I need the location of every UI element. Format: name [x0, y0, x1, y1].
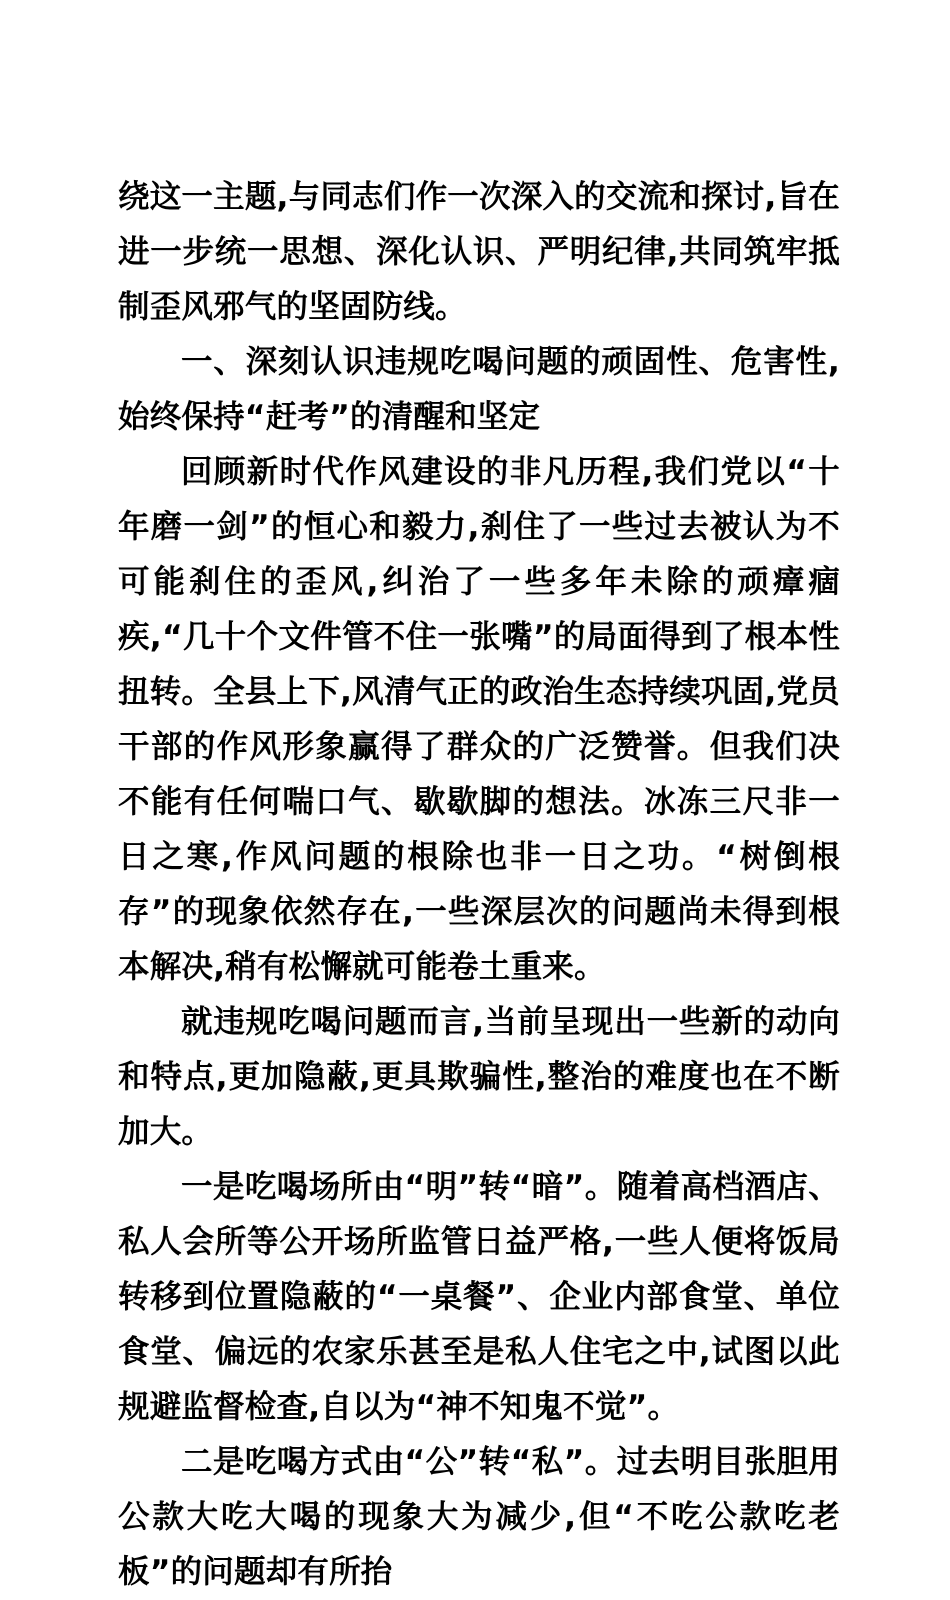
paragraph-point-two: 二是吃喝方式由“公”转“私”。过去明目张胆用公款大吃大喝的现象大为减少,但“不吃公款吃老板”的问题却有所抬: [118, 1444, 840, 1590]
document-body: [118, 170, 840, 1600]
paragraph-review: 回顾新时代作风建设的非凡历程,我们党以“十年磨一剑”的恒心和毅力,刹住了一些过去被认为不可能刹住的歪风,纠治了一些多年未除的顽瘴痼疾,“几十个文件管不住一张嘴”的局面得到了根本性扭转。全县上下,风清气正的政治生态持续巩固,党员干部的作风形象赢得了群众的广泛赞誉。但我们决不能有任何喘口气、歇歇脚的想法。冰冻三尺非一日之寒,作风问题的根除也非一日之功。“树倒根存”的现象依然存在,一些深层次的问题尚未得到根本解决,稍有松懈就可能卷土重来。: [118, 454, 840, 985]
section-heading-one: 一、深刻认识违规吃喝问题的顽固性、危害性,始终保持“赶考”的清醒和坚定: [118, 344, 840, 435]
paragraph-point-one: 一是吃喝场所由“明”转“暗”。随着高档酒店、私人会所等公开场所监管日益严格,一些人便将饭局转移到位置隐蔽的“一桌餐”、企业内部食堂、单位食堂、偏远的农家乐甚至是私人住宅之中,试图以此规避监督检查,自以为“神不知鬼不觉”。: [118, 1169, 840, 1425]
paragraph-current-trend: 就违规吃喝问题而言,当前呈现出一些新的动向和特点,更加隐蔽,更具欺骗性,整治的难度也在不断加大。: [118, 1004, 840, 1150]
paragraph-continued-opening: 绕这一主题,与同志们作一次深入的交流和探讨,旨在进一步统一思想、深化认识、严明纪律,共同筑牢抵制歪风邪气的坚固防线。: [118, 179, 840, 325]
